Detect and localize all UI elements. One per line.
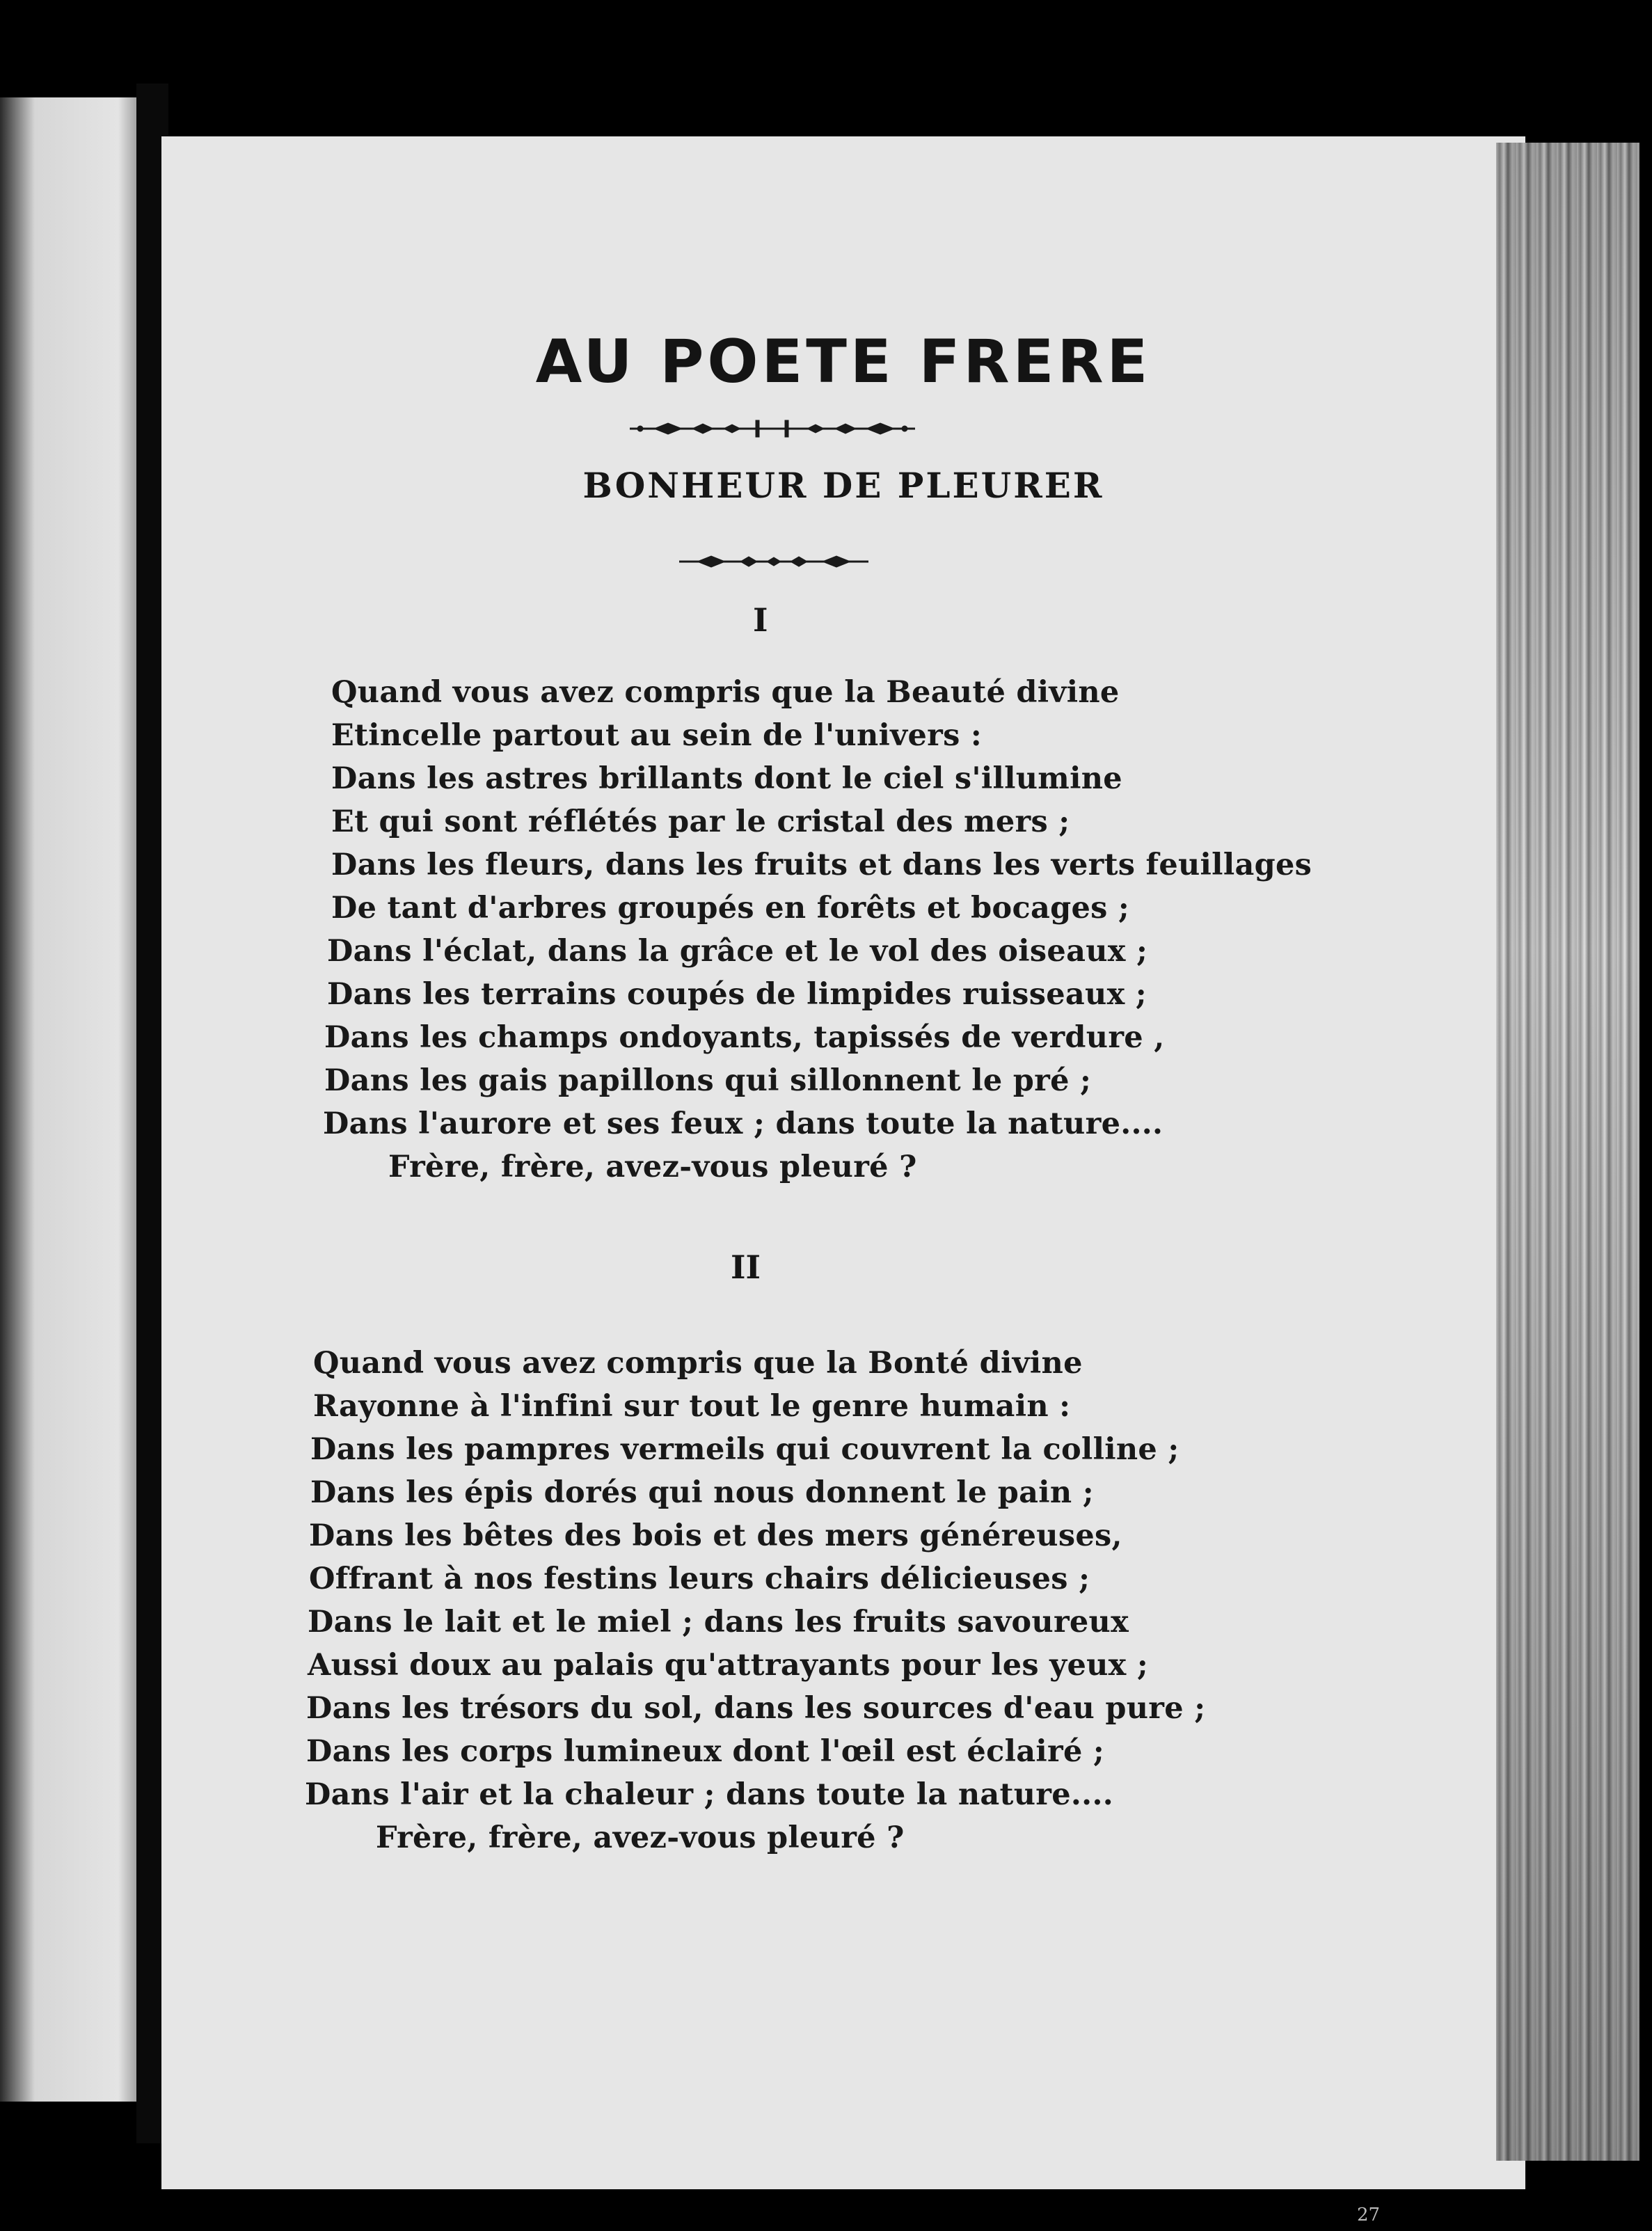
poem-line: Dans les champs ondoyants, tapissés de verdure , [324,1020,1165,1055]
poem-line: Aussi doux au palais qu'attrayants pour les yeux ; [308,1648,1149,1683]
poem-line: Offrant à nos festins leurs chairs délicieuses ; [309,1562,1090,1596]
stanza-number: II [731,1248,761,1286]
poem-line: Dans les épis dorés qui nous donnent le pain ; [310,1475,1094,1510]
poem-line: Dans les corps lumineux dont l'œil est éclairé ; [306,1734,1105,1769]
poem-line: Dans les trésors du sol, dans les sources d'eau pure ; [306,1691,1206,1726]
poem-line: Quand vous avez compris que la Bonté divine [313,1346,1083,1381]
poem-line: Dans les gais papillons qui sillonnent le pré ; [324,1063,1092,1098]
page-number: 27 [1357,2205,1381,2225]
poem-line: Dans les terrains coupés de limpides ruisseaux ; [327,977,1147,1012]
poem-line: Dans l'aurore et ses feux ; dans toute la nature.... [323,1106,1163,1141]
poem-line: Etincelle partout au sein de l'univers : [331,718,983,753]
poem-line: Dans le lait et le miel ; dans les fruits savoureux [308,1605,1129,1639]
poem-refrain: Frère, frère, avez-vous pleuré ? [388,1150,917,1184]
poem-refrain: Frère, frère, avez-vous pleuré ? [376,1820,905,1855]
poem-line: Quand vous avez compris que la Beauté divine [331,675,1120,710]
title-ornament-icon [626,416,919,441]
poem-line: Dans les astres brillants dont le ciel s'illumine [331,761,1122,796]
subtitle-ornament-icon [676,550,871,573]
poem-title: AU POETE FRERE [535,327,1152,397]
stanza-number: I [753,601,768,639]
poem-line: Dans l'éclat, dans la grâce et le vol des oiseaux ; [327,934,1148,969]
poem-line: Dans les pampres vermeils qui couvrent la colline ; [310,1432,1180,1467]
poem-line: Dans les fleurs, dans les fruits et dans les verts feuillages [331,848,1312,882]
poem-line: Et qui sont réflétés par le cristal des mers ; [331,804,1070,839]
poem-line: Dans l'air et la chaleur ; dans toute la nature.... [305,1777,1113,1812]
poem-line: Dans les bêtes des bois et des mers généreuses, [309,1518,1122,1553]
poem-line: De tant d'arbres groupés en forêts et bocages ; [331,891,1130,926]
poem-line: Rayonne à l'infini sur tout le genre humain : [313,1389,1071,1424]
poem-subtitle: BONHEUR DE PLEURER [582,465,1104,506]
facing-page-edge [0,97,139,2102]
page-stack-edge [1496,143,1639,2161]
